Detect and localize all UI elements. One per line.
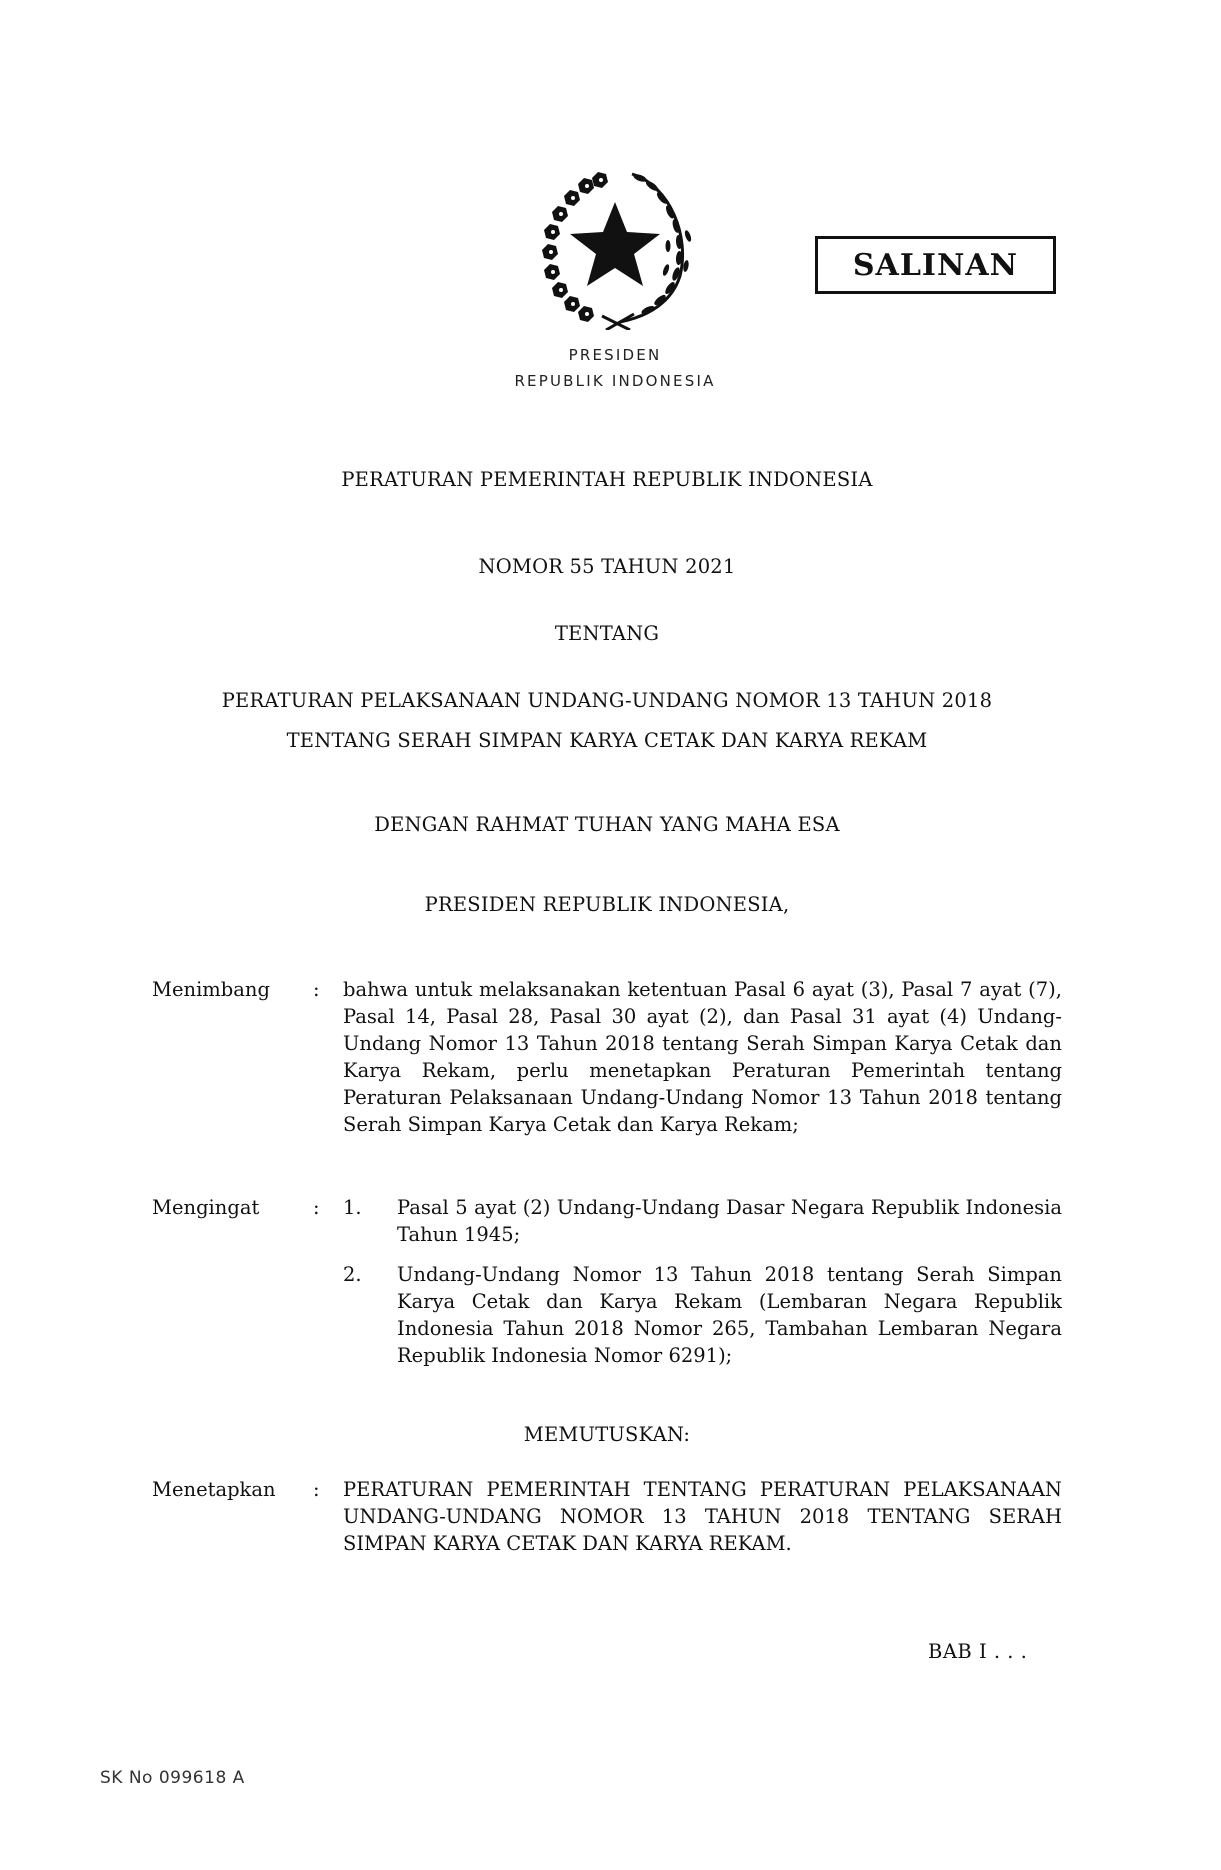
regulation-type: PERATURAN PEMERINTAH REPUBLIK INDONESIA bbox=[341, 468, 873, 491]
letterhead-line-republik: REPUBLIK INDONESIA bbox=[514, 372, 716, 390]
regulation-subject-line1: PERATURAN PELAKSANAAN UNDANG-UNDANG NOMOR 13 TAHUN 2018 bbox=[221, 689, 993, 712]
mengingat-label: Mengingat bbox=[152, 1196, 260, 1219]
mengingat-item-1-number: 1. bbox=[343, 1196, 362, 1219]
regulation-number: NOMOR 55 TAHUN 2021 bbox=[478, 555, 736, 578]
menetapkan-colon: : bbox=[313, 1478, 320, 1501]
page-continuation: BAB I . . . bbox=[928, 1640, 1028, 1663]
letterhead-line-presiden: PRESIDEN bbox=[568, 346, 662, 364]
menimbang-colon: : bbox=[313, 978, 320, 1001]
regulation-subject-line2: TENTANG SERAH SIMPAN KARYA CETAK DAN KARYA REKAM bbox=[286, 729, 928, 752]
mengingat-item-2-text: Undang-Undang Nomor 13 Tahun 2018 tentang Serah Simpan Karya Cetak dan Karya Rekam (Lembaran Negara Republik Indonesia Tahun 2018 Nomor 265, Tambahan Lembaran Negara Republik Indonesia Nomor 6291); bbox=[397, 1263, 1062, 1367]
issuer-line: PRESIDEN REPUBLIK INDONESIA, bbox=[424, 893, 790, 916]
regulation-about: TENTANG bbox=[554, 622, 660, 645]
menimbang-label: Menimbang bbox=[152, 978, 270, 1001]
memutuskan-heading: MEMUTUSKAN: bbox=[523, 1423, 691, 1446]
mengingat-item-2-number: 2. bbox=[343, 1263, 362, 1286]
menimbang-text: bahwa untuk melaksanakan ketentuan Pasal 6 ayat (3), Pasal 7 ayat (7), Pasal 14, Pasal 28, Pasal 30 ayat (2), dan Pasal 31 ayat (4) Undang-Undang Nomor 13 Tahun 2018 tentang Serah Simpan Karya Cetak dan Karya Rekam, perlu menetapkan Peraturan Pemerintah tentang Peraturan Pelaksanaan Undang-Undang Nomor 13 Tahun 2018 tentang Serah Simpan Karya Cetak dan Karya Rekam; bbox=[343, 978, 1062, 1136]
presidential-emblem-icon bbox=[540, 166, 692, 330]
preamble-line: DENGAN RAHMAT TUHAN YANG MAHA ESA bbox=[374, 813, 840, 836]
document-serial-number: SK No 099618 A bbox=[100, 1768, 245, 1788]
copy-stamp-label: SALINAN bbox=[852, 247, 1019, 283]
mengingat-item-1-text: Pasal 5 ayat (2) Undang-Undang Dasar Negara Republik Indonesia Tahun 1945; bbox=[397, 1196, 1062, 1246]
menetapkan-text: PERATURAN PEMERINTAH TENTANG PERATURAN PELAKSANAAN UNDANG-UNDANG NOMOR 13 TAHUN 2018 TENTANG SERAH SIMPAN KARYA CETAK DAN KARYA REKAM. bbox=[343, 1478, 1062, 1555]
copy-stamp bbox=[815, 236, 1056, 294]
mengingat-colon: : bbox=[313, 1196, 320, 1219]
menetapkan-label: Menetapkan bbox=[152, 1478, 276, 1501]
